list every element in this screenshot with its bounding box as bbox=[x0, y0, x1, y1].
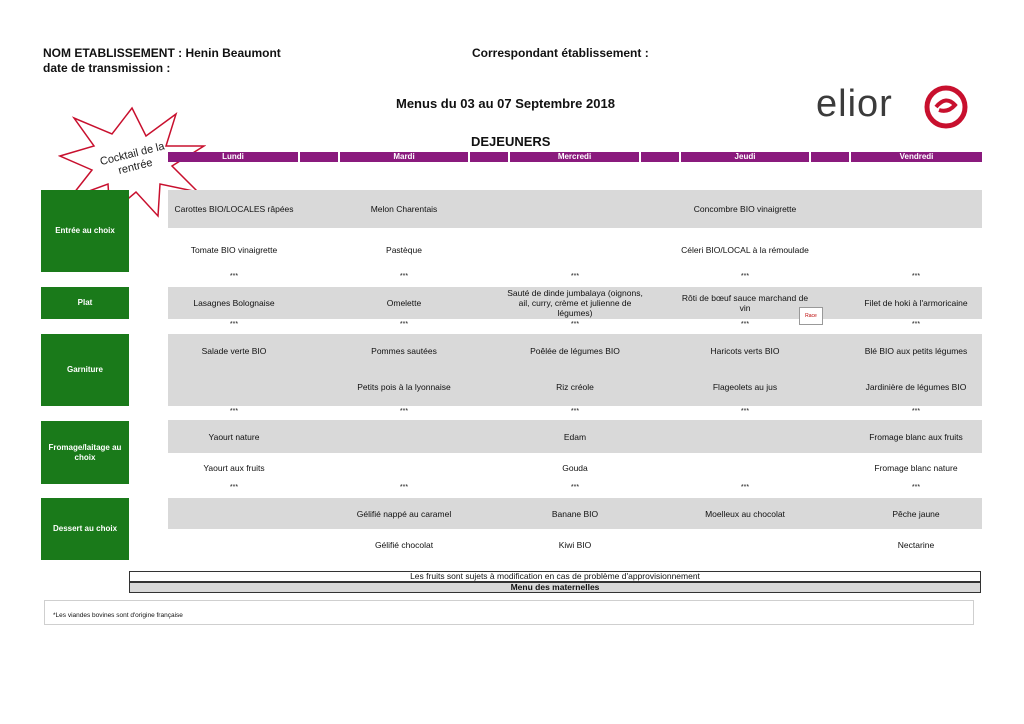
separator: *** bbox=[911, 273, 921, 280]
entree-2-jeudi: Céleri BIO/LOCAL à la rémoulade bbox=[681, 245, 809, 255]
day-spacer-1 bbox=[300, 152, 338, 162]
separator: *** bbox=[229, 484, 239, 491]
garniture-2-jeudi: Flageolets au jus bbox=[712, 382, 778, 392]
separator: *** bbox=[570, 484, 580, 491]
separator: *** bbox=[570, 273, 580, 280]
fromage-1-vendredi: Fromage blanc aux fruits bbox=[869, 432, 963, 442]
category-garniture: Garniture bbox=[41, 334, 129, 406]
plat-vendredi: Filet de hoki à l'armoricaine bbox=[864, 298, 968, 308]
fromage-1-lundi: Yaourt nature bbox=[208, 432, 260, 442]
separator: *** bbox=[229, 321, 239, 328]
establishment-name: NOM ETABLISSEMENT : Henin Beaumont bbox=[43, 46, 281, 60]
category-plat: Plat bbox=[41, 287, 129, 319]
entree-2-mardi: Pastèque bbox=[386, 245, 422, 255]
garniture-2-vendredi: Jardinière de légumes BIO bbox=[865, 382, 967, 392]
menu-title: Menus du 03 au 07 Septembre 2018 bbox=[396, 96, 615, 111]
garniture-2-mercredi: Riz créole bbox=[556, 382, 594, 392]
separator: *** bbox=[399, 484, 409, 491]
separator: *** bbox=[399, 273, 409, 280]
garniture-2-mardi: Petits pois à la lyonnaise bbox=[357, 382, 451, 392]
day-spacer-4 bbox=[811, 152, 849, 162]
entree-1-lundi: Carottes BIO/LOCALES râpées bbox=[174, 204, 294, 214]
dessert-2-mercredi: Kiwi BIO bbox=[558, 540, 592, 550]
fromage-2-lundi: Yaourt aux fruits bbox=[203, 463, 265, 473]
dessert-1-mardi: Gélifié nappé au caramel bbox=[356, 509, 452, 519]
day-vendredi: Vendredi bbox=[851, 152, 982, 162]
fromage-2-mercredi: Gouda bbox=[562, 463, 588, 473]
separator: *** bbox=[399, 321, 409, 328]
plat-lundi: Lasagnes Bolognaise bbox=[193, 298, 275, 308]
dessert-2-vendredi: Nectarine bbox=[897, 540, 935, 550]
day-spacer-3 bbox=[641, 152, 679, 162]
category-dessert: Dessert au choix bbox=[41, 498, 129, 560]
transmission-date: date de transmission : bbox=[43, 61, 171, 75]
plat-jeudi: Rôti de bœuf sauce marchand de vin bbox=[681, 293, 809, 313]
logo-text: elior bbox=[816, 83, 893, 125]
separator: *** bbox=[740, 273, 750, 280]
separator: *** bbox=[229, 273, 239, 280]
category-fromage: Fromage/laitage au choix bbox=[41, 421, 129, 484]
separator: *** bbox=[740, 408, 750, 415]
elior-swirl-icon bbox=[922, 85, 970, 129]
separator: *** bbox=[911, 408, 921, 415]
fromage-1-mercredi: Edam bbox=[563, 432, 587, 442]
day-mardi: Mardi bbox=[340, 152, 468, 162]
day-lundi: Lundi bbox=[168, 152, 298, 162]
plat-mardi: Omelette bbox=[386, 298, 422, 308]
correspondant-label: Correspondant établissement : bbox=[472, 46, 649, 60]
dessert-1-jeudi: Moelleux au chocolat bbox=[705, 509, 785, 519]
entree-1-jeudi: Concombre BIO vinaigrette bbox=[693, 204, 797, 214]
separator: *** bbox=[570, 408, 580, 415]
notes-box bbox=[44, 600, 974, 625]
day-jeudi: Jeudi bbox=[681, 152, 809, 162]
day-mercredi: Mercredi bbox=[510, 152, 639, 162]
garniture-1-mercredi: Poêlée de légumes BIO bbox=[530, 346, 620, 356]
viandes-note: *Les viandes bovines sont d'origine française bbox=[53, 612, 183, 619]
separator: *** bbox=[740, 321, 750, 328]
garniture-1-vendredi: Blé BIO aux petits légumes bbox=[864, 346, 968, 356]
entree-2-lundi: Tomate BIO vinaigrette bbox=[190, 245, 278, 255]
starburst-text: Cocktail de la rentrée bbox=[98, 140, 166, 177]
separator: *** bbox=[570, 321, 580, 328]
garniture-1-jeudi: Haricots verts BIO bbox=[710, 346, 780, 356]
dessert-1-vendredi: Pêche jaune bbox=[892, 509, 940, 519]
dessert-1-mercredi: Banane BIO bbox=[551, 509, 599, 519]
race-badge-icon: Race bbox=[799, 307, 823, 325]
separator: *** bbox=[229, 408, 239, 415]
separator: *** bbox=[911, 484, 921, 491]
separator: *** bbox=[399, 408, 409, 415]
day-spacer-2 bbox=[470, 152, 508, 162]
maternelles-label: Menu des maternelles bbox=[129, 582, 981, 593]
garniture-1-mardi: Pommes sautées bbox=[371, 346, 437, 356]
category-entree: Entrée au choix bbox=[41, 190, 129, 272]
garniture-1-lundi: Salade verte BIO bbox=[201, 346, 267, 356]
fromage-2-vendredi: Fromage blanc nature bbox=[874, 463, 958, 473]
elior-logo bbox=[816, 85, 976, 129]
plat-mercredi: Sauté de dinde jumbalaya (oignons, ail, curry, crème et julienne de légumes) bbox=[507, 288, 643, 318]
meal-title: DEJEUNERS bbox=[471, 134, 551, 149]
fruits-note: Les fruits sont sujets à modification en cas de problème d'approvisionnement bbox=[129, 571, 981, 582]
separator: *** bbox=[740, 484, 750, 491]
separator: *** bbox=[911, 321, 921, 328]
dessert-2-mardi: Gélifié chocolat bbox=[374, 540, 434, 550]
entree-1-mardi: Melon Charentais bbox=[370, 204, 438, 214]
